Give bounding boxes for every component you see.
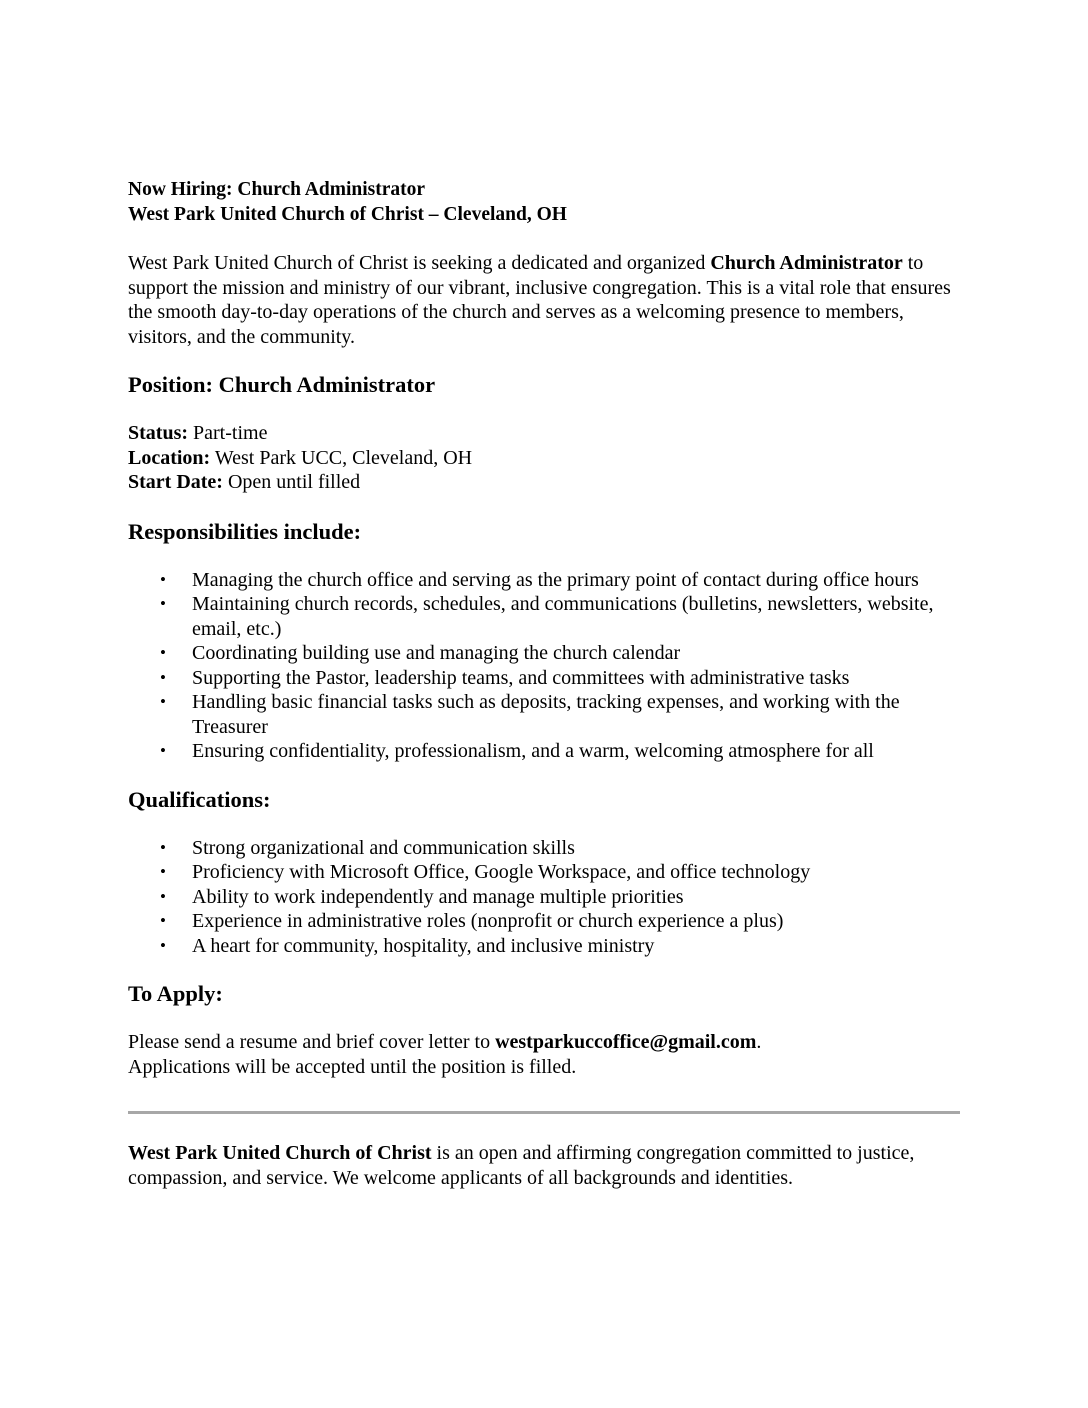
bullet-icon: • [160,569,166,589]
intro-paragraph [128,251,968,349]
list-item-text: Maintaining church records, schedules, and communications (bulletins, newsletters, website, email, etc.) [192,593,934,640]
job-posting-document [128,177,968,1190]
church-location-title: West Park United Church of Christ – Cleveland, OH [128,204,567,225]
position-heading: Position: Church Administrator [128,372,436,397]
bullet-icon: • [160,594,166,613]
to-apply-heading: To Apply: [128,981,223,1006]
list-item [128,568,968,593]
list-item [128,885,968,910]
start-date-value: Open until filled [222,471,361,493]
list-item [128,690,968,739]
intro-text-end: to support the mission and ministry of our vibrant, inclusive congregation. This is a vital role that ensures the smooth day-to-day operations of the church and serves as a welcoming presence to members, visitors, and the community. [128,252,951,348]
bullet-icon: • [160,935,166,955]
list-item [128,641,968,666]
list-item [128,739,968,764]
responsibilities-list [128,568,968,764]
list-item-text: Proficiency with Microsoft Office, Google Workspace, and office technology [192,861,811,883]
status-line [128,421,968,446]
location-value: West Park UCC, Cleveland, OH [210,446,473,469]
list-item [128,666,968,691]
list-item-text: Supporting the Pastor, leadership teams, and committees with administrative tasks [192,666,850,689]
closing-text: is an open and affirming congregation committed to justice, compassion, and service. We welcome applicants of all backgrounds and identities. [128,1142,915,1189]
bullet-icon: • [160,692,166,711]
list-item-text: Ensuring confidentiality, professionalism, and a warm, welcoming atmosphere for all [192,740,874,762]
contact-email[interactable]: westparkuccoffice@gmail.com [495,1031,757,1053]
list-item [128,909,968,934]
posting-title: Now Hiring: Church Administrator [128,179,426,200]
bullet-icon: • [160,837,166,857]
intro-text-start: West Park United Church of Christ is seeking a dedicated and organized [128,252,711,274]
list-item-text: A heart for community, hospitality, and inclusive ministry [192,934,655,957]
apply-text-start: Please send a resume and brief cover letter to [128,1031,496,1053]
intro-role-emphasis: Church Administrator [710,252,903,274]
start-date-label: Start Date: [128,471,223,493]
closing-church-name: West Park United Church of Christ [128,1142,432,1164]
apply-instructions [128,1030,968,1079]
location-label: Location: [128,446,211,469]
apply-text-end: . [756,1031,762,1053]
list-item [128,934,968,959]
apply-deadline-line: Applications will be accepted until the position is filled. [128,1055,577,1078]
position-details [128,421,968,495]
horizontal-divider [128,1111,960,1114]
list-item-text: Strong organizational and communication skills [192,836,575,859]
responsibilities-heading: Responsibilities include: [128,518,362,544]
list-item-text: Handling basic financial tasks such as deposits, tracking expenses, and working with the Treasurer [192,691,900,738]
apply-line [128,1030,968,1055]
closing-statement [128,1141,968,1190]
list-item [128,860,968,885]
bullet-icon: • [160,643,166,662]
qualifications-list [128,836,968,959]
location-line [128,446,968,471]
bullet-icon: • [160,741,166,760]
list-item-text: Coordinating building use and managing the church calendar [192,642,681,664]
start-date-line [128,470,968,495]
list-item-text: Ability to work independently and manage multiple priorities [192,885,684,908]
list-item-text: Managing the church office and serving as the primary point of contact during office hours [192,568,919,591]
list-item [128,592,968,641]
bullet-icon: • [160,862,166,881]
status-label: Status: [128,422,189,444]
bullet-icon: • [160,886,166,906]
list-item-text: Experience in administrative roles (nonprofit or church experience a plus) [192,910,784,932]
bullet-icon: • [160,911,166,930]
list-item [128,836,968,861]
qualifications-heading: Qualifications: [128,786,271,812]
status-value: Part-time [188,422,268,444]
bullet-icon: • [160,667,166,687]
